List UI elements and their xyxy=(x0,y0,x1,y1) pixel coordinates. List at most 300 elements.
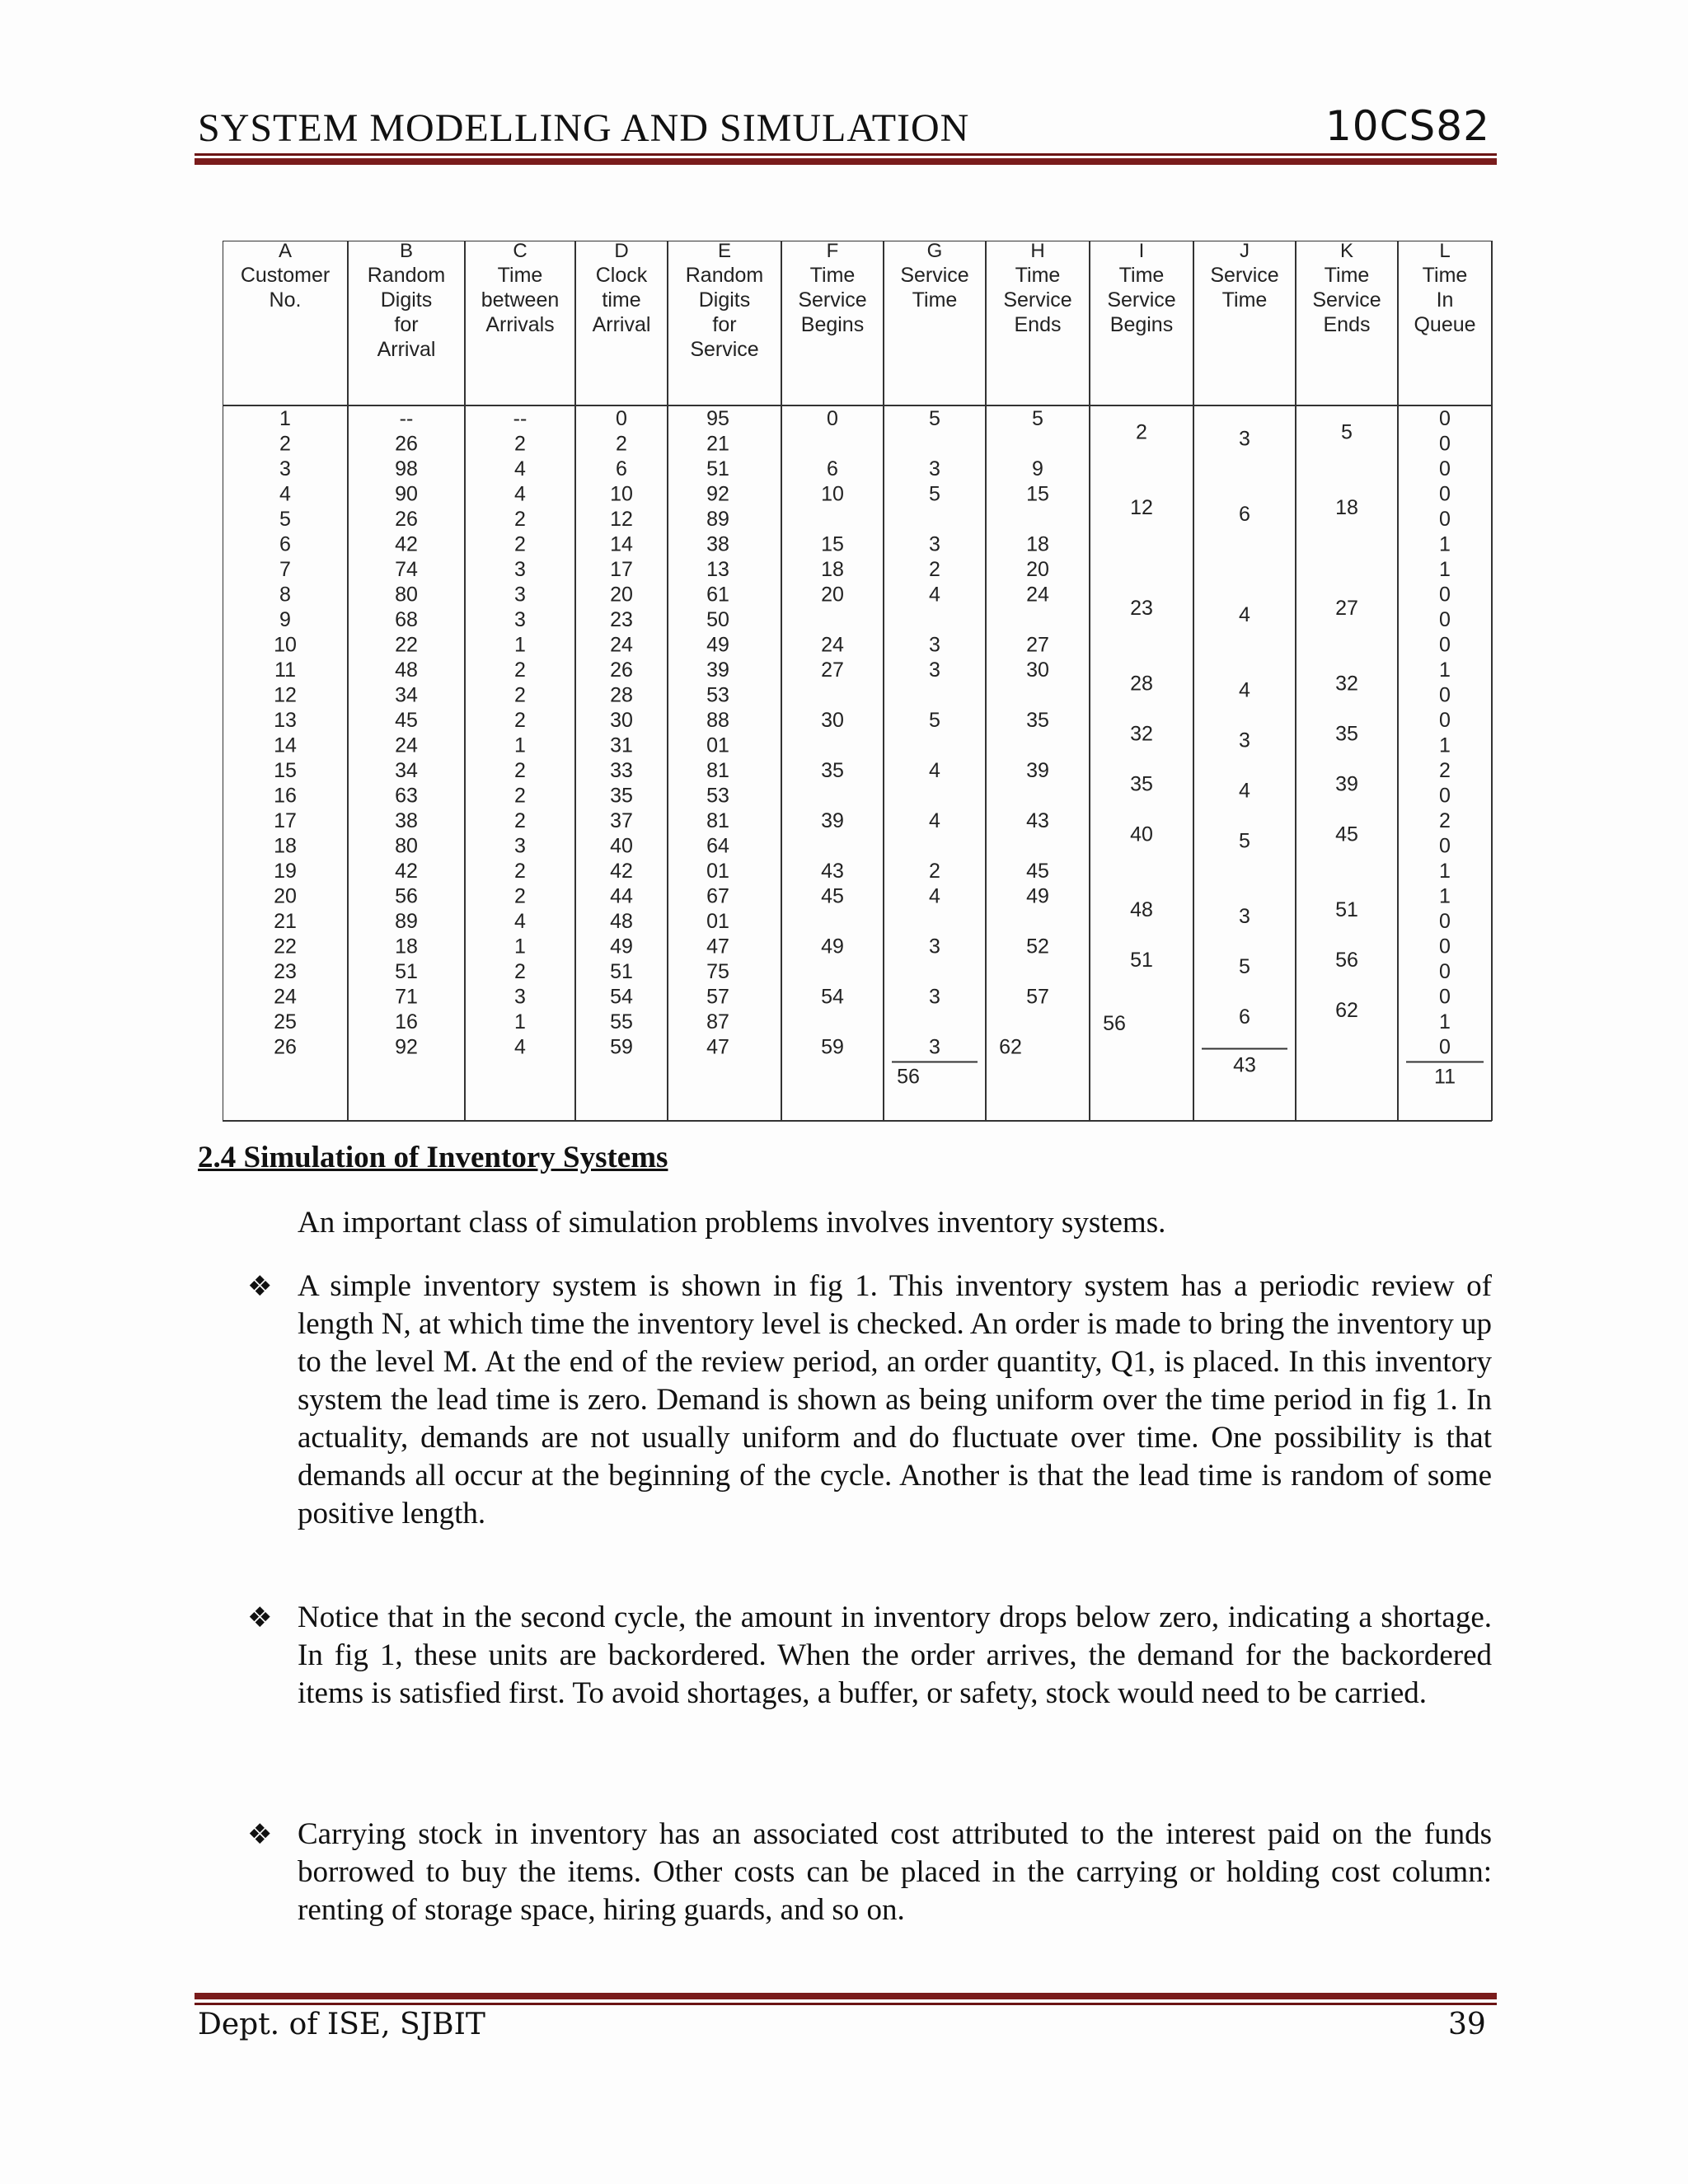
table-cell: 6 xyxy=(616,457,627,480)
simulation-table xyxy=(223,241,1498,1122)
table-cell: 17 xyxy=(610,558,633,581)
table-cell: 67 xyxy=(706,884,729,908)
table-cell: 0 xyxy=(1439,709,1451,732)
table-cell: -- xyxy=(513,407,528,430)
bullet-diamond-icon: ❖ xyxy=(247,1601,273,1634)
table-cell: 4 xyxy=(514,482,526,506)
table-cell: 87 xyxy=(706,1010,729,1033)
table-cell: 4 xyxy=(929,583,940,607)
table-cell: 54 xyxy=(821,985,844,1009)
table-cell: 49 xyxy=(821,935,844,958)
table-cell: 1 xyxy=(1439,733,1451,757)
table-cell: 20 xyxy=(821,583,844,607)
table-cell: 89 xyxy=(706,508,729,531)
table-cell: 57 xyxy=(1026,985,1049,1009)
column-header: Service xyxy=(1107,288,1176,312)
header-rule-thick xyxy=(195,158,1497,165)
table-cell: 34 xyxy=(395,683,418,707)
table-cell: 3 xyxy=(929,532,940,556)
column-header: Service xyxy=(798,288,867,312)
column-header: Service xyxy=(1003,288,1072,312)
table-cell: 10 xyxy=(274,633,297,657)
table-cell: 4 xyxy=(929,809,940,832)
bullet-text: A simple inventory system is shown in fig 1. This inventory system has a periodic review of length N, at which time the inventory level is checked. An order is made to bring the inventory up to the level M. At the end of the review period, an order quantity, Q1, is placed. In this inventory system the lead time is zero. Demand is shown as being uniform over the time period in fig 1. In actuality, demands are not usually uniform and do fluctuate over time. One possibility is that demands all occur at the beginning of the cycle. Another is that the lead time is random of some positive length. xyxy=(298,1269,1492,1530)
table-cell: 49 xyxy=(706,633,729,657)
column-header: Time xyxy=(1221,288,1268,312)
column-header: Digits xyxy=(698,288,751,312)
table-cell: 39 xyxy=(706,658,729,682)
table-cell: 74 xyxy=(395,558,418,581)
table-cell: 24 xyxy=(610,633,633,657)
table-cell: 3 xyxy=(1239,905,1250,928)
table-cell: 2 xyxy=(514,784,526,808)
table-cell: 26 xyxy=(274,1035,297,1059)
table-cell: 10 xyxy=(610,482,633,506)
column-letter: G xyxy=(926,241,943,262)
table-cell: 55 xyxy=(610,1010,633,1033)
table-cell: 40 xyxy=(610,834,633,858)
table-cell: 95 xyxy=(706,407,729,430)
table-cell: 57 xyxy=(706,985,729,1009)
table-cell: 4 xyxy=(514,910,526,933)
table-cell: 4 xyxy=(929,884,940,908)
table-cell: 16 xyxy=(395,1010,418,1033)
table-cell: 35 xyxy=(610,784,633,808)
table-cell: 62 xyxy=(999,1035,1022,1059)
table-cell: 4 xyxy=(1239,779,1250,803)
table-cell: 6 xyxy=(827,457,838,480)
table-cell: 0 xyxy=(1439,432,1451,456)
column-header: Time xyxy=(809,264,856,287)
table-cell: 1 xyxy=(1439,558,1451,581)
table-cell: 22 xyxy=(274,935,297,958)
table-cell: 2 xyxy=(1439,759,1451,782)
table-cell: 48 xyxy=(610,910,633,933)
column-header: Time xyxy=(497,264,543,287)
table-cell: 81 xyxy=(706,809,729,832)
table-cell: 12 xyxy=(1130,496,1153,519)
table-cell: 43 xyxy=(1026,809,1049,832)
table-cell: 4 xyxy=(514,1035,526,1059)
table-cell: 0 xyxy=(1439,482,1451,506)
table-cell: 63 xyxy=(395,784,418,808)
column-header: Service xyxy=(900,264,969,287)
page-number: 39 xyxy=(1448,2008,1486,2041)
table-cell: 20 xyxy=(274,884,297,908)
table-cell: 4 xyxy=(514,457,526,480)
table-cell: 28 xyxy=(610,683,633,707)
table-cell: 4 xyxy=(1239,678,1250,702)
column-letter: F xyxy=(826,241,839,262)
table-cell: 49 xyxy=(1026,884,1049,908)
table-cell: 27 xyxy=(1335,597,1358,620)
table-cell: 0 xyxy=(1439,1035,1451,1059)
table-cell: 20 xyxy=(610,583,633,607)
table-cell: 3 xyxy=(514,583,526,607)
table-cell: 30 xyxy=(821,709,844,732)
table-cell: 47 xyxy=(706,935,729,958)
table-cell: 2 xyxy=(929,558,940,581)
table-cell: 39 xyxy=(1026,759,1049,782)
table-cell: 56 xyxy=(1335,949,1358,972)
table-cell: 3 xyxy=(929,658,940,682)
table-cell: 2 xyxy=(514,432,526,456)
table-cell: 7 xyxy=(279,558,291,581)
column-header: Ends xyxy=(1014,313,1062,336)
table-cell: 33 xyxy=(610,759,633,782)
table-cell: 54 xyxy=(610,985,633,1009)
table-cell: 22 xyxy=(395,633,418,657)
column-header: Time xyxy=(1422,264,1468,287)
section-intro: An important class of simulation problems involves inventory systems. xyxy=(298,1206,1166,1240)
table-cell: 3 xyxy=(929,1035,940,1059)
table-cell: 4 xyxy=(279,482,291,506)
column-header: Begins xyxy=(1109,313,1174,336)
table-cell: 3 xyxy=(514,608,526,631)
table-cell: 56 xyxy=(1103,1012,1126,1035)
table-cell: 25 xyxy=(274,1010,297,1033)
table-cell: 4 xyxy=(1239,603,1250,626)
table-cell: 88 xyxy=(706,709,729,732)
table-cell: 43 xyxy=(821,860,844,883)
course-title: SYSTEM MODELLING AND SIMULATION xyxy=(198,106,970,150)
column-header: Time xyxy=(1324,264,1370,287)
table-cell: 16 xyxy=(274,784,297,808)
table-cell: 5 xyxy=(1341,420,1353,444)
table-cell: 0 xyxy=(1439,935,1451,958)
footer-rule-thin xyxy=(195,2003,1497,2005)
column-letter: E xyxy=(717,241,732,262)
table-cell: 26 xyxy=(395,432,418,456)
table-cell: 01 xyxy=(706,733,729,757)
table-cell: 6 xyxy=(279,532,291,556)
table-cell: 0 xyxy=(1439,910,1451,933)
table-cell: 20 xyxy=(1026,558,1049,581)
table-cell: 1 xyxy=(1439,1010,1451,1033)
table-cell: 39 xyxy=(821,809,844,832)
table-cell: 23 xyxy=(1130,597,1153,620)
column-header: time xyxy=(602,288,641,312)
table-cell: 2 xyxy=(514,683,526,707)
column-header: Queue xyxy=(1414,313,1476,336)
column-header: Begins xyxy=(800,313,865,336)
table-cell: 42 xyxy=(395,860,418,883)
table-cell: 32 xyxy=(1130,722,1153,746)
table-cell: 5 xyxy=(929,709,940,732)
table-cell: 92 xyxy=(395,1035,418,1059)
table-cell: 0 xyxy=(1439,508,1451,531)
column-header: Time xyxy=(1118,264,1165,287)
table-cell: 35 xyxy=(1130,772,1153,796)
table-cell: 10 xyxy=(821,482,844,506)
table-cell: 50 xyxy=(706,608,729,631)
table-cell: 8 xyxy=(279,583,291,607)
table-cell: 18 xyxy=(274,834,297,858)
total-service-time-g: 56 xyxy=(897,1065,920,1089)
table-cell: 53 xyxy=(706,784,729,808)
table-cell: 0 xyxy=(616,407,627,430)
table-cell: 28 xyxy=(1130,672,1153,696)
table-cell: 2 xyxy=(1439,809,1451,832)
table-cell: 6 xyxy=(1239,503,1250,526)
column-header: Arrivals xyxy=(485,313,555,336)
table-cell: 11 xyxy=(274,658,296,682)
table-cell: 47 xyxy=(706,1035,729,1059)
table-cell: 2 xyxy=(514,508,526,531)
bullet-text: Notice that in the second cycle, the amount in inventory drops below zero, indicating a shortage. In fig 1, these units are backordered. When the order arrives, the demand for the backordered items is satisfied first. To avoid shortages, a buffer, or safety, stock would need to be carried. xyxy=(298,1601,1492,1710)
table-cell: 62 xyxy=(1335,999,1358,1022)
table-cell: 3 xyxy=(929,457,940,480)
table-cell: 13 xyxy=(274,709,297,732)
table-cell: 1 xyxy=(1439,860,1451,883)
column-header: between xyxy=(481,288,560,312)
table-cell: 2 xyxy=(616,432,627,456)
table-cell: 0 xyxy=(1439,784,1451,808)
table-cell: 48 xyxy=(395,658,418,682)
column-header: No. xyxy=(269,288,302,312)
table-cell: 0 xyxy=(827,407,838,430)
table-cell: 6 xyxy=(1239,1005,1250,1029)
table-cell: 3 xyxy=(279,457,291,480)
table-cell: 42 xyxy=(610,860,633,883)
table-cell: 3 xyxy=(929,985,940,1009)
bullet-text: Carrying stock in inventory has an associated cost attributed to the interest paid on the funds borrowed to buy the items. Other costs can be placed in the carrying or holding cost column: renting of storage space, hiring guards, and so on. xyxy=(298,1817,1492,1927)
table-cell: 5 xyxy=(929,482,940,506)
table-cell: 0 xyxy=(1439,608,1451,631)
table-cell: 38 xyxy=(395,809,418,832)
table-cell: 2 xyxy=(514,709,526,732)
table-cell: 92 xyxy=(706,482,729,506)
table-cell: 2 xyxy=(514,860,526,883)
table-cell: 61 xyxy=(706,583,729,607)
table-cell: 2 xyxy=(514,658,526,682)
table-cell: 0 xyxy=(1439,583,1451,607)
table-cell: 2 xyxy=(514,809,526,832)
table-cell: 01 xyxy=(706,910,729,933)
column-header: Clock xyxy=(595,264,648,287)
table-cell: 2 xyxy=(1136,420,1147,444)
column-header: Customer xyxy=(240,264,331,287)
column-header: Digits xyxy=(380,288,433,312)
table-cell: 15 xyxy=(821,532,844,556)
table-cell: 42 xyxy=(395,532,418,556)
table-cell: 2 xyxy=(514,960,526,983)
column-header: Arrival xyxy=(377,338,436,361)
table-cell: 2 xyxy=(514,759,526,782)
table-cell: 01 xyxy=(706,860,729,883)
table-cell: 30 xyxy=(1026,658,1049,682)
table-cell: 59 xyxy=(610,1035,633,1059)
bullet-item xyxy=(247,1816,1492,1929)
column-header: Time xyxy=(912,288,958,312)
table-cell: 18 xyxy=(821,558,844,581)
table-cell: 2 xyxy=(279,432,291,456)
table-cell: 23 xyxy=(274,960,297,983)
table-cell: 98 xyxy=(395,457,418,480)
table-cell: 0 xyxy=(1439,683,1451,707)
table-cell: 48 xyxy=(1130,898,1153,921)
table-cell: 2 xyxy=(514,884,526,908)
table-cell: 75 xyxy=(706,960,729,983)
table-cell: 3 xyxy=(929,633,940,657)
table-cell: 1 xyxy=(279,407,291,430)
table-cell: 49 xyxy=(610,935,633,958)
column-header: Service xyxy=(1312,288,1381,312)
table-cell: 34 xyxy=(395,759,418,782)
table-cell: 90 xyxy=(395,482,418,506)
table-cell: 24 xyxy=(274,985,297,1009)
table-cell: 30 xyxy=(610,709,633,732)
table-cell: 18 xyxy=(1026,532,1049,556)
table-cell: 2 xyxy=(514,532,526,556)
table-cell: 80 xyxy=(395,834,418,858)
table-cell: 14 xyxy=(274,733,297,757)
column-header: Ends xyxy=(1323,313,1371,336)
bullet-diamond-icon: ❖ xyxy=(247,1818,273,1851)
column-letter: L xyxy=(1439,241,1451,262)
table-cell: 18 xyxy=(395,935,418,958)
table-cell: 71 xyxy=(395,985,418,1009)
table-cell: 1 xyxy=(514,633,526,657)
table-cell: 18 xyxy=(1335,496,1358,519)
column-letter: C xyxy=(513,241,528,262)
footer-rule-thick xyxy=(195,1993,1497,1999)
column-header: Random xyxy=(367,264,446,287)
table-cell: 2 xyxy=(929,860,940,883)
table-cell: 5 xyxy=(1032,407,1043,430)
table-cell: 1 xyxy=(1439,884,1451,908)
table-cell: 27 xyxy=(1026,633,1049,657)
table-cell: 5 xyxy=(1239,955,1250,978)
table-cell: 1 xyxy=(1439,532,1451,556)
table-cell: 51 xyxy=(395,960,418,983)
table-cell: 1 xyxy=(1439,658,1451,682)
table-cell: 0 xyxy=(1439,457,1451,480)
table-cell: 26 xyxy=(610,658,633,682)
column-letter: K xyxy=(1339,241,1354,262)
column-letter: B xyxy=(399,241,414,262)
table-cell: 56 xyxy=(395,884,418,908)
table-cell: 5 xyxy=(929,407,940,430)
table-cell: 5 xyxy=(279,508,291,531)
table-cell: 24 xyxy=(821,633,844,657)
table-cell: 35 xyxy=(1026,709,1049,732)
course-code: 10CS82 xyxy=(1325,102,1490,150)
table-cell: 3 xyxy=(929,935,940,958)
table-cell: 3 xyxy=(1239,729,1250,752)
table-cell: 13 xyxy=(706,558,729,581)
table-cell: 52 xyxy=(1026,935,1049,958)
table-cell: 0 xyxy=(1439,960,1451,983)
total-service-time-j: 43 xyxy=(1233,1053,1256,1077)
table-cell: 35 xyxy=(1335,722,1358,746)
column-header: for xyxy=(394,313,419,336)
table-cell: 12 xyxy=(610,508,633,531)
table-cell: 3 xyxy=(1239,427,1250,451)
table-cell: 24 xyxy=(1026,583,1049,607)
table-cell: 64 xyxy=(706,834,729,858)
section-title: 2.4 Simulation of Inventory Systems xyxy=(198,1141,668,1174)
table-cell: 23 xyxy=(610,608,633,631)
table-cell: 45 xyxy=(395,709,418,732)
column-letter: I xyxy=(1138,241,1145,262)
table-cell: 14 xyxy=(610,532,633,556)
table-cell: 17 xyxy=(274,809,297,832)
simulation-table-figure xyxy=(223,241,1498,1122)
table-cell: 19 xyxy=(274,860,297,883)
table-cell: 24 xyxy=(395,733,418,757)
table-cell: 3 xyxy=(514,985,526,1009)
table-cell: 51 xyxy=(706,457,729,480)
column-header: Service xyxy=(1210,264,1279,287)
table-cell: 40 xyxy=(1130,823,1153,846)
table-cell: 15 xyxy=(1026,482,1049,506)
table-cell: 89 xyxy=(395,910,418,933)
table-cell: 4 xyxy=(929,759,940,782)
table-cell: 44 xyxy=(610,884,633,908)
table-cell: 3 xyxy=(514,834,526,858)
table-cell: 68 xyxy=(395,608,418,631)
table-cell: 1 xyxy=(514,733,526,757)
column-letter: A xyxy=(278,241,293,262)
table-cell: 0 xyxy=(1439,633,1451,657)
column-header: for xyxy=(712,313,737,336)
table-cell: 81 xyxy=(706,759,729,782)
table-cell: 51 xyxy=(1130,949,1153,972)
column-header: Time xyxy=(1015,264,1061,287)
table-cell: 45 xyxy=(1026,860,1049,883)
column-header: In xyxy=(1436,288,1454,312)
table-cell: 38 xyxy=(706,532,729,556)
table-cell: -- xyxy=(399,407,414,430)
table-cell: 45 xyxy=(821,884,844,908)
table-cell: 51 xyxy=(610,960,633,983)
column-letter: D xyxy=(614,241,629,262)
column-header: Random xyxy=(685,264,764,287)
table-cell: 35 xyxy=(821,759,844,782)
table-cell: 0 xyxy=(1439,407,1451,430)
table-cell: 21 xyxy=(274,910,297,933)
table-cell: 1 xyxy=(514,935,526,958)
table-cell: 12 xyxy=(274,683,297,707)
table-cell: 59 xyxy=(821,1035,844,1059)
table-cell: 9 xyxy=(279,608,291,631)
table-cell: 1 xyxy=(514,1010,526,1033)
table-cell: 32 xyxy=(1335,672,1358,696)
table-cell: 80 xyxy=(395,583,418,607)
bullet-item xyxy=(247,1268,1492,1533)
column-header: Arrival xyxy=(592,313,651,336)
table-cell: 21 xyxy=(706,432,729,456)
footer-department: Dept. of ISE, SJBIT xyxy=(198,2008,485,2041)
bullet-diamond-icon: ❖ xyxy=(247,1270,273,1303)
table-cell: 53 xyxy=(706,683,729,707)
column-letter: J xyxy=(1240,241,1250,262)
table-cell: 0 xyxy=(1439,985,1451,1009)
table-cell: 51 xyxy=(1335,898,1358,921)
table-cell: 31 xyxy=(610,733,633,757)
table-cell: 5 xyxy=(1239,829,1250,853)
table-cell: 3 xyxy=(514,558,526,581)
table-cell: 26 xyxy=(395,508,418,531)
table-cell: 0 xyxy=(1439,834,1451,858)
column-letter: H xyxy=(1030,241,1045,262)
table-cell: 9 xyxy=(1032,457,1043,480)
table-cell: 37 xyxy=(610,809,633,832)
bullet-item xyxy=(247,1599,1492,1713)
total-queue-time: 11 xyxy=(1434,1065,1456,1089)
table-cell: 39 xyxy=(1335,772,1358,796)
